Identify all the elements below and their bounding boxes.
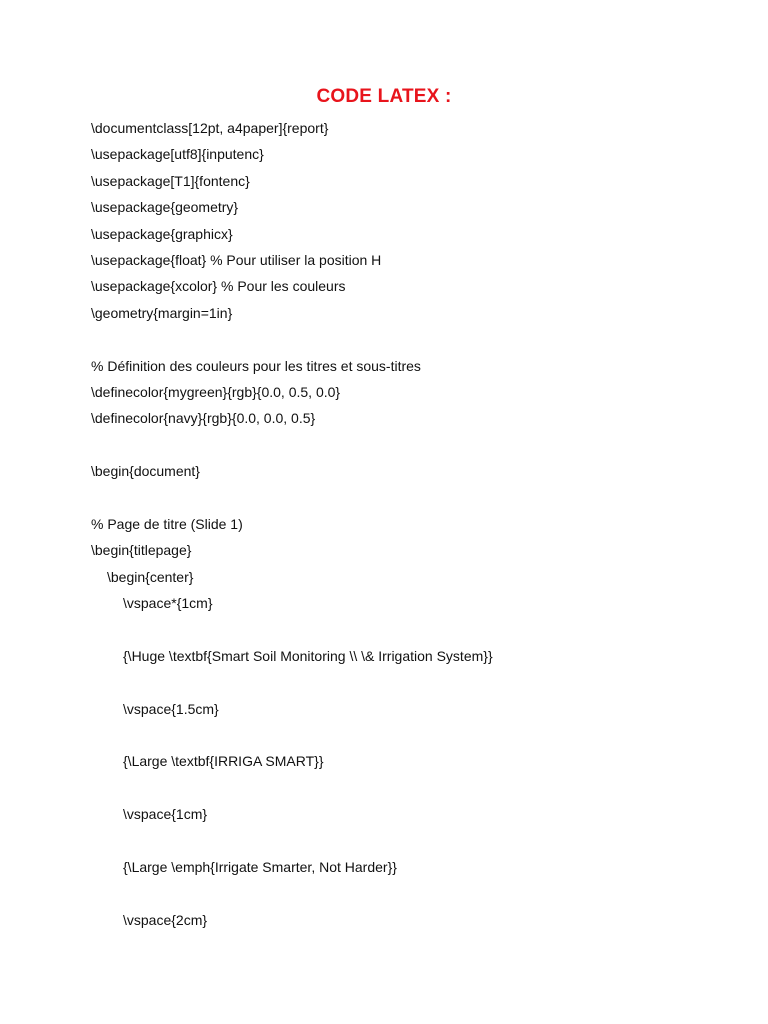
blank-line <box>91 882 711 908</box>
code-line: \definecolor{mygreen}{rgb}{0.0, 0.5, 0.0} <box>91 383 341 400</box>
code-line: \begin{center} <box>107 568 194 585</box>
code-line: \usepackage{float} % Pour utiliser la position H <box>91 251 382 268</box>
blank-line <box>91 486 711 512</box>
blank-line <box>91 671 711 697</box>
blank-line <box>91 830 711 856</box>
code-line: \geometry{margin=1in} <box>91 304 233 321</box>
code-line: \begin{document} <box>91 463 200 480</box>
code-line: \vspace*{1cm} <box>123 595 213 612</box>
code-line: \usepackage[T1]{fontenc} <box>91 172 250 189</box>
blank-line <box>91 328 711 354</box>
code-line: \usepackage{xcolor} % Pour les couleurs <box>91 278 346 295</box>
code-line: \usepackage{geometry} <box>91 199 239 216</box>
code-line: {\Large \textbf{IRRIGA SMART}} <box>123 753 324 770</box>
page-title: CODE LATEX : <box>316 86 452 107</box>
code-line: \documentclass[12pt, a4paper]{report} <box>91 120 329 136</box>
code-line: {\Huge \textbf{Smart Soil Monitoring \\ \& Irrigation System}} <box>123 647 493 664</box>
code-listing <box>91 117 711 935</box>
code-line: \usepackage[utf8]{inputenc} <box>91 146 264 163</box>
code-line: \definecolor{navy}{rgb}{0.0, 0.0, 0.5} <box>91 410 316 427</box>
code-line: \begin{titlepage} <box>91 542 192 559</box>
code-line: \vspace{1.5cm} <box>123 700 219 717</box>
blank-line <box>91 434 711 460</box>
blank-line <box>91 777 711 803</box>
code-line: % Page de titre (Slide 1) <box>91 515 243 532</box>
blank-line <box>91 618 711 644</box>
code-line: \usepackage{graphicx} <box>91 225 233 242</box>
blank-line <box>91 724 711 750</box>
code-line: % Définition des couleurs pour les titres et sous-titres <box>91 357 421 374</box>
code-line: {\Large \emph{Irrigate Smarter, Not Harder}} <box>123 858 397 875</box>
code-line: \vspace{1cm} <box>123 806 208 823</box>
code-line: \vspace{2cm} <box>123 911 208 928</box>
